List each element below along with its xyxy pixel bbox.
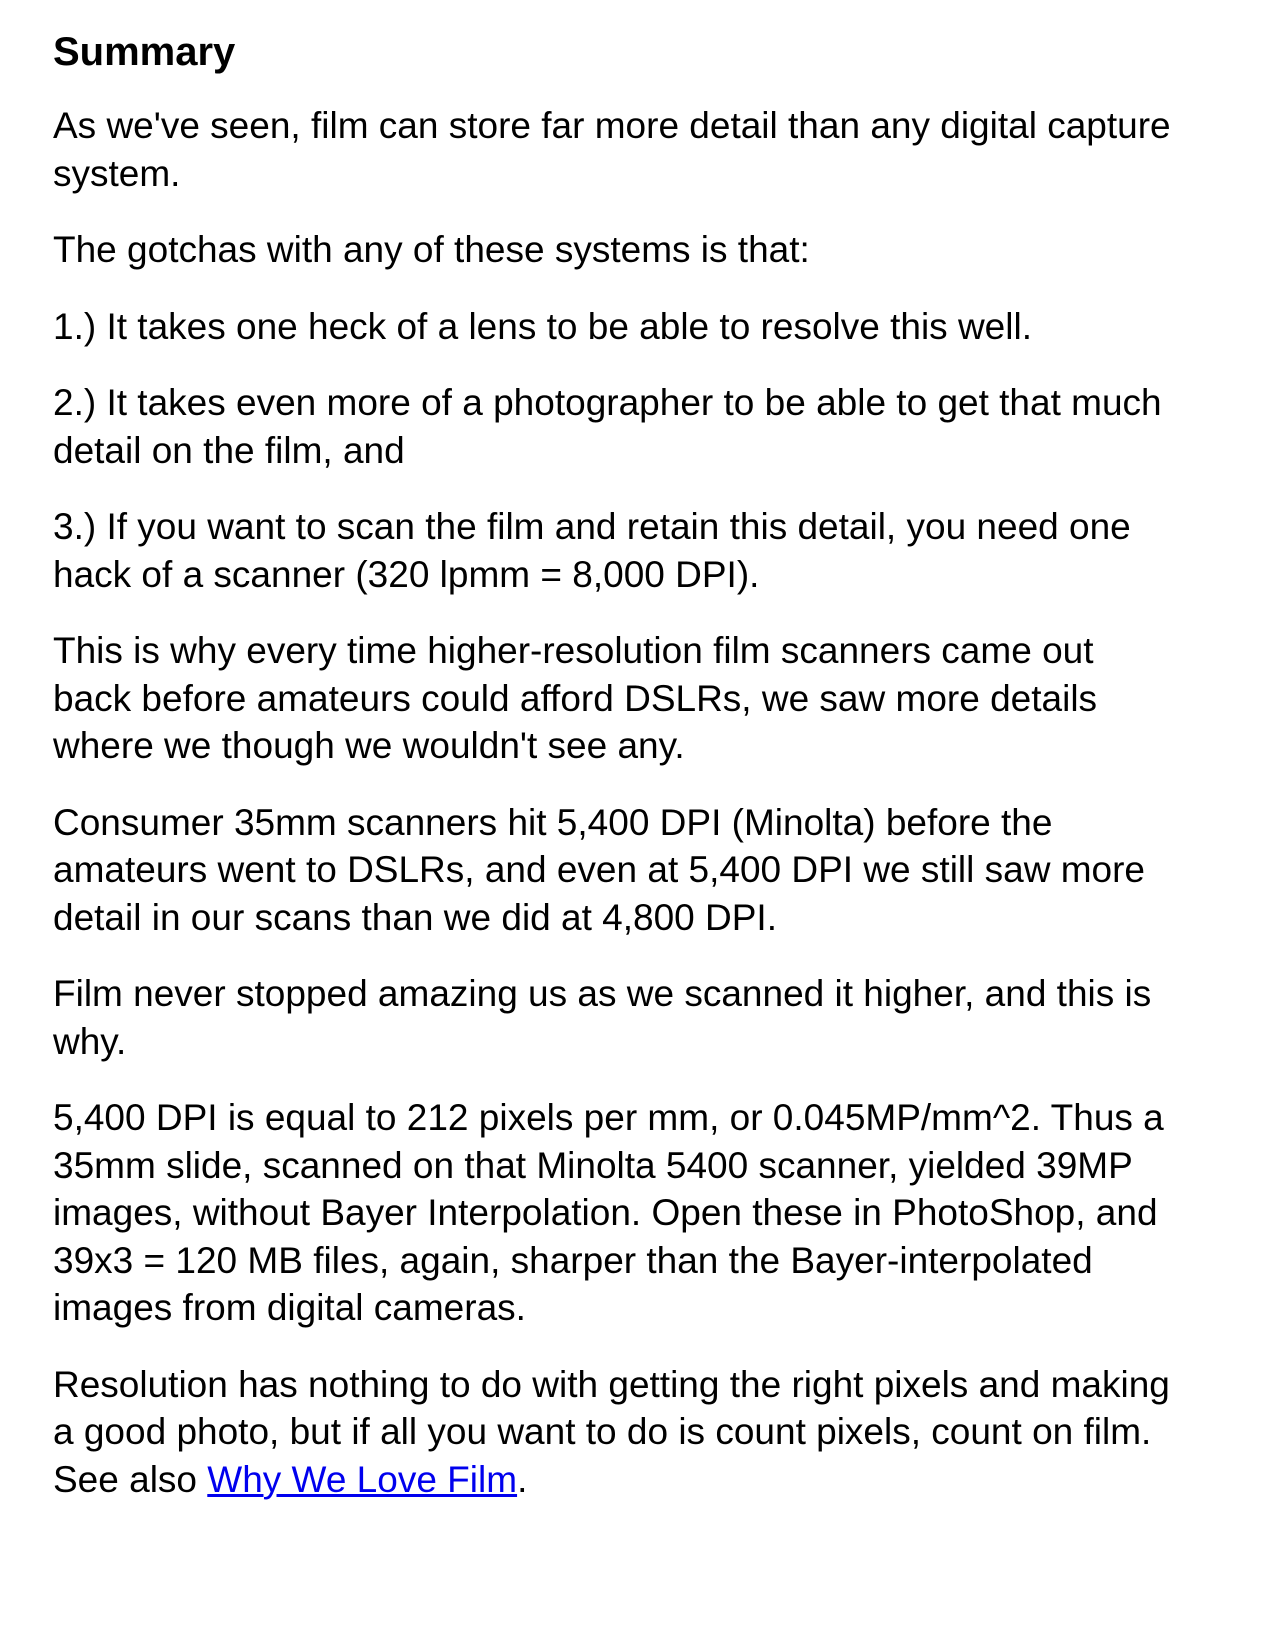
paragraph-point-2: 2.) It takes even more of a photographer to be able to get that much detail on the film, and bbox=[53, 382, 1162, 471]
paragraph-conclusion bbox=[53, 1361, 1180, 1504]
paragraph-film-amazing: Film never stopped amazing us as we scanned it higher, and this is why. bbox=[53, 973, 1152, 1062]
paragraph-dpi-math: 5,400 DPI is equal to 212 pixels per mm, or 0.045MP/mm^2. Thus a 35mm slide, scanned on that Minolta 5400 scanner, yielded 39MP images, without Bayer Interpolation. Open these in PhotoShop, and 39x3 = 120 MB files, again, sharper than the Bayer-interpolated images from digital cameras. bbox=[53, 1097, 1164, 1328]
paragraph-gotchas-intro: The gotchas with any of these systems is that: bbox=[53, 229, 810, 270]
section-heading: Summary bbox=[53, 30, 236, 74]
paragraph-intro: As we've seen, film can store far more detail than any digital capture system. bbox=[53, 105, 1171, 194]
paragraph-point-3: 3.) If you want to scan the film and retain this detail, you need one hack of a scanner (320 lpmm = 8,000 DPI). bbox=[53, 506, 1131, 595]
paragraph-scanners-history: This is why every time higher-resolution film scanners came out back before amateurs could afford DSLRs, we saw more details where we though we wouldn't see any. bbox=[53, 630, 1098, 766]
paragraph-consumer-scanners: Consumer 35mm scanners hit 5,400 DPI (Minolta) before the amateurs went to DSLRs, and even at 5,400 DPI we still saw more detail in our scans than we did at 4,800 DPI. bbox=[53, 801, 1146, 938]
why-we-love-film-link[interactable]: Why We Love Film bbox=[207, 1458, 518, 1500]
paragraph-point-1: 1.) It takes one heck of a lens to be able to resolve this well. bbox=[53, 305, 1032, 347]
conclusion-period: . bbox=[517, 1458, 528, 1500]
conclusion-text: Resolution has nothing to do with getting the right pixels and making a good photo, but if all you want to do is count pixels, count on film. See also bbox=[53, 1363, 1170, 1500]
